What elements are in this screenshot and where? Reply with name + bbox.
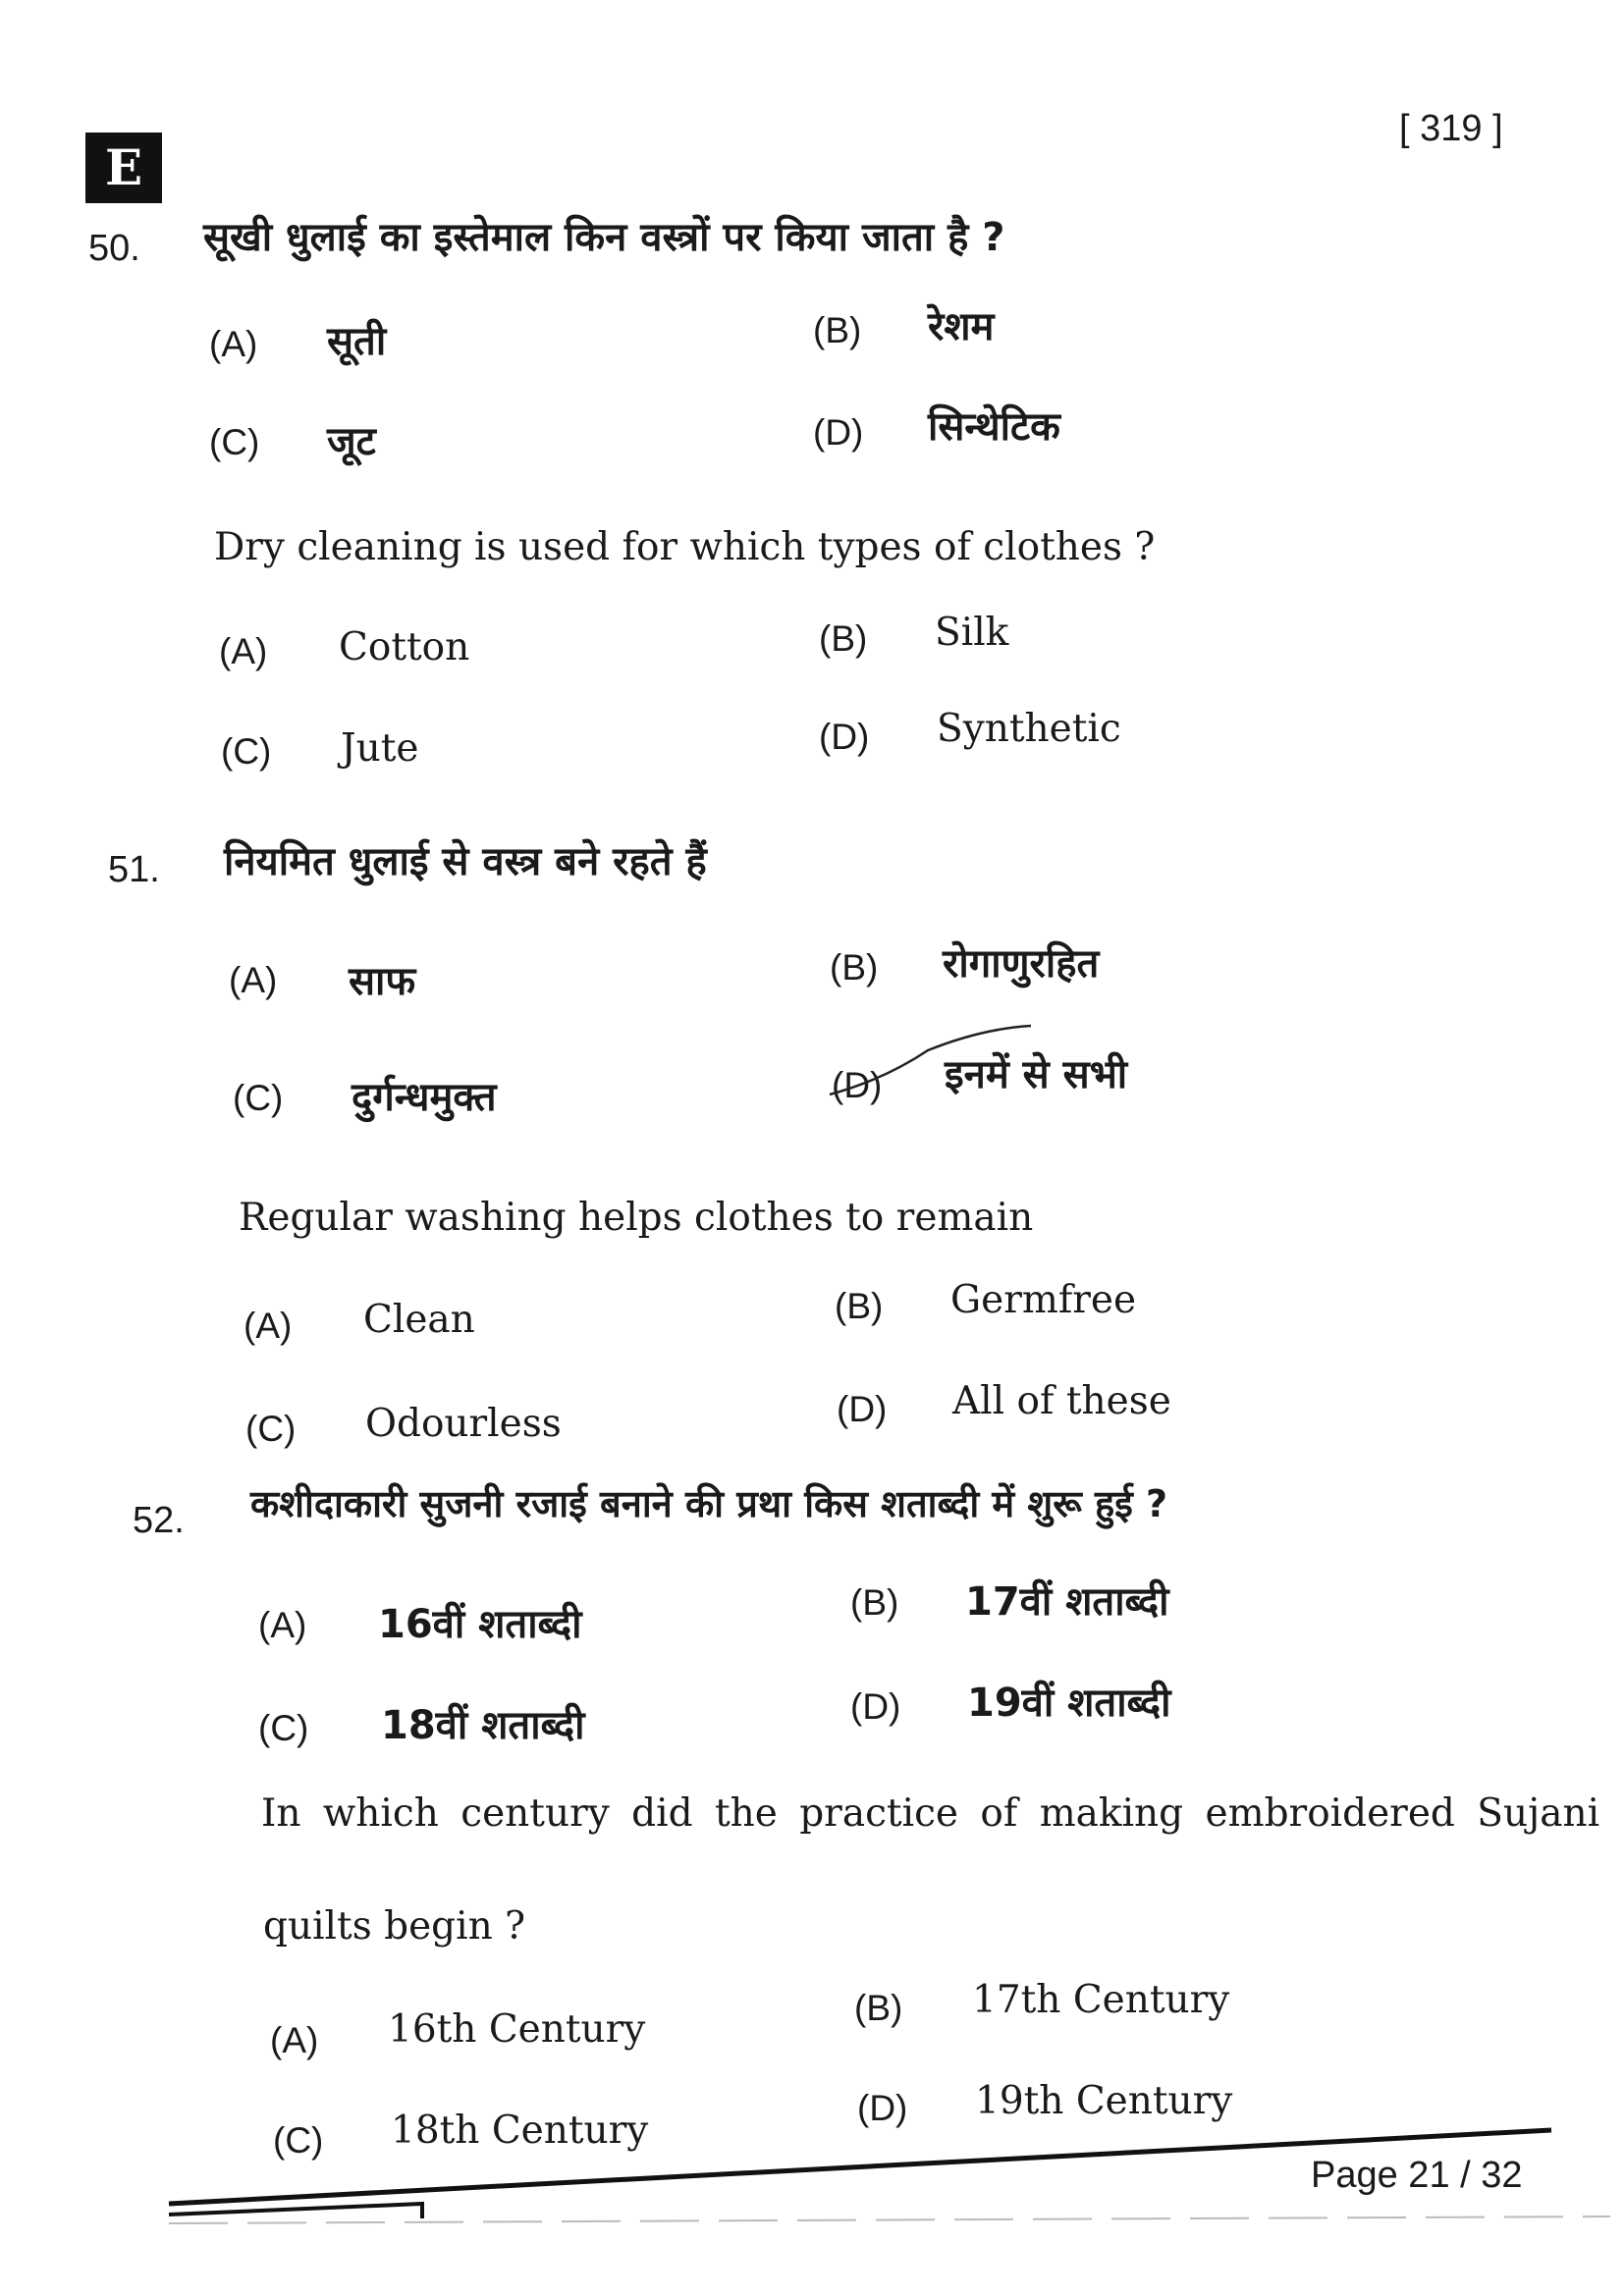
question-text-english: Dry cleaning is used for which types of clothes ? [214,525,1156,569]
question-text-english-continued: quilts begin ? [263,1904,526,1949]
page-number: Page 21 / 32 [1311,2155,1523,2196]
option-label: (A) [258,1605,307,1645]
option-label: (A) [209,324,258,364]
option-label: (B) [813,310,862,350]
option-label: (C) [209,422,260,462]
option-text: Silk [935,611,1009,655]
option-label: (A) [270,2020,319,2060]
option-label: (D) [813,412,864,453]
option-label: (D) [837,1389,888,1429]
option-text: दुर्गन्धमुक्त [352,1075,497,1120]
option-label: (A) [244,1306,293,1346]
option-text: रोगाणुरहित [943,941,1100,987]
option-label: (C) [245,1409,297,1449]
option-text: Clean [363,1298,475,1342]
page-code: [ 319 ] [1399,108,1503,149]
option-text: Odourless [365,1402,562,1446]
option-text: Cotton [339,625,470,669]
option-label: (B) [830,947,879,988]
question-text-hindi: कशीदाकारी सुजनी रजाई बनाने की प्रथा किस शताब्दी में शुरू हुई ? [250,1482,1168,1525]
option-label: (B) [819,618,868,659]
option-text: 18वीं शताब्दी [381,1703,585,1748]
set-code-badge: E [85,133,162,203]
option-text: Germfree [950,1278,1137,1322]
option-text: 17th Century [972,1978,1230,2022]
option-text: 16th Century [388,2007,646,2052]
option-text: 17वीं शताब्दी [965,1579,1169,1625]
option-text: Jute [341,726,419,771]
option-label: (B) [835,1286,884,1326]
option-text: जूट [327,419,376,464]
option-label: (D) [857,2088,908,2128]
option-text: सिन्थेटिक [928,404,1060,450]
option-text: 18th Century [391,2109,649,2153]
question-number: 50. [88,228,140,269]
option-text: 19th Century [975,2079,1233,2123]
question-text-english: Regular washing helps clothes to remain [239,1196,1034,1240]
question-text-english: In which century did the practice of making embroidered Sujani [261,1791,1600,1836]
question-text-hindi: नियमित धुलाई से वस्त्र बने रहते हैं [224,839,707,884]
option-text: इनमें से सभी [945,1052,1128,1097]
handwritten-tick-mark [825,1021,1060,1109]
option-text: रेशम [928,304,995,349]
option-text: All of these [952,1379,1171,1423]
option-label: (C) [221,731,272,772]
option-label: (A) [229,960,278,1000]
option-label: (B) [850,1582,899,1623]
option-label: (C) [273,2120,324,2161]
option-text: 16वीं शताब्दी [378,1602,582,1647]
option-label: (C) [258,1708,309,1748]
option-text: 19वीं शताब्दी [967,1681,1171,1726]
option-label: (C) [233,1078,284,1118]
option-label: (D) [850,1686,901,1727]
question-number: 51. [108,849,160,890]
option-label: (B) [854,1988,903,2028]
option-label: (D) [819,717,870,757]
question-number: 52. [133,1500,185,1541]
question-text-hindi: सूखी धुलाई का इस्तेमाल किन वस्त्रों पर किया जाता है ? [203,215,1005,260]
option-text: साफ [349,959,416,1004]
option-text: सूती [327,319,387,364]
option-label: (D) [832,1065,883,1105]
option-label: (A) [219,631,268,671]
option-text: Synthetic [937,707,1121,751]
